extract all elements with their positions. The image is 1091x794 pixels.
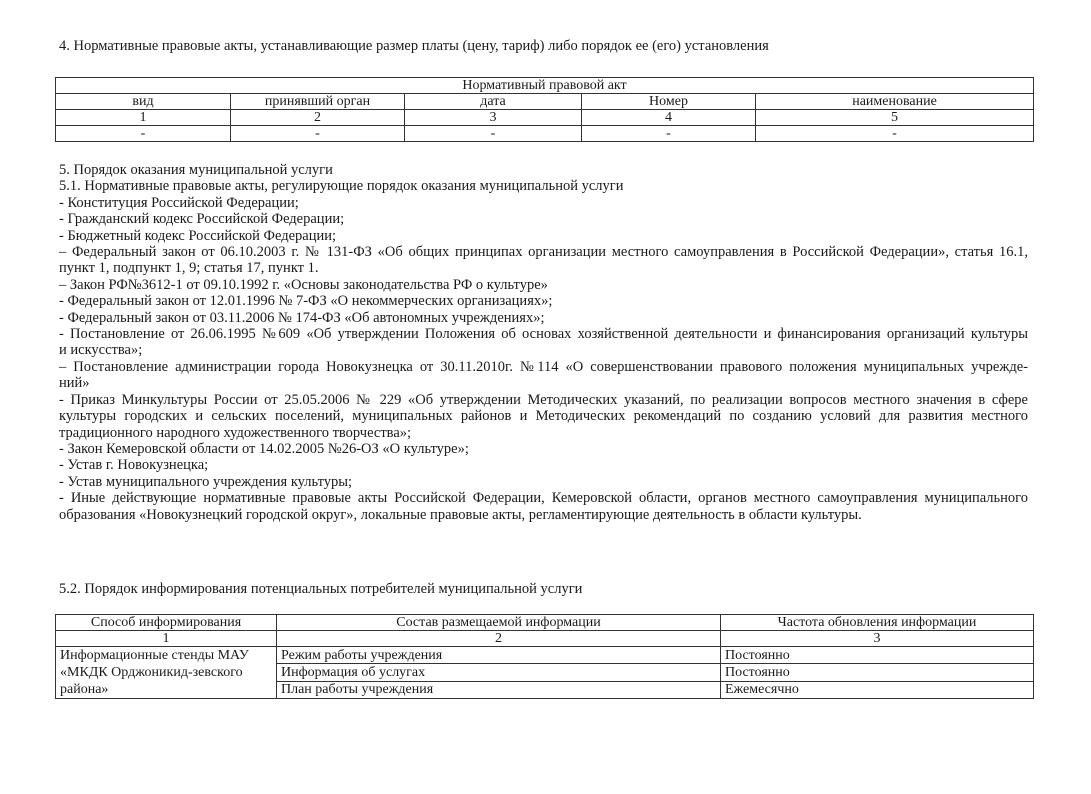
list-item: - Приказ Минкультуры России от 25.05.2006 № 229 «Об утверждении Методических указаний, по реализации вопросов местного значения в сфере (59, 391, 1028, 408)
group-header: Нормативный правовой акт (56, 78, 1034, 94)
column-header: Состав размещаемой информации (277, 615, 721, 631)
column-number: 1 (56, 631, 277, 647)
list-item: – Постановление администрации города Новокузнецка от 30.11.2010г. №114 «О совершенствовании правового положения муниципальных учрежде- (59, 358, 1028, 375)
info-content-cell: Режим работы учреждения (277, 647, 721, 664)
list-item: - Устав муниципального учреждения культуры; (59, 473, 352, 490)
info-content-cell: Информация об услугах (277, 664, 721, 681)
column-header: наименование (756, 94, 1034, 110)
list-item: ний» (59, 375, 90, 392)
section-4-title: 4. Нормативные правовые акты, устанавливающие размер платы (цену, тариф) либо порядок ее (его) установления (59, 38, 769, 54)
list-item: - Постановление от 26.06.1995 №609 «Об утверждении Положения об основах хозяйственной деятельности и финансирования организаций культуры (59, 326, 1028, 343)
list-item: пункт 1, подпункт 1, 9; статья 17, пункт 1. (59, 260, 319, 277)
column-number: 1 (56, 110, 231, 126)
fee-acts-table (55, 77, 1034, 142)
column-number: 2 (277, 631, 721, 647)
info-frequency-cell: Постоянно (721, 664, 1034, 681)
list-item: - Федеральный закон от 12.01.1996 № 7-ФЗ «О некоммерческих организациях»; (59, 293, 553, 310)
column-number: 4 (582, 110, 756, 126)
list-item: культуры городских и сельских поселений, муниципальных районов и Методических рекомендаций по созданию условий для развития местного (59, 408, 1028, 425)
section-5-2-title: 5.2. Порядок информирования потенциальных потребителей муниципальной услуги (59, 581, 583, 597)
column-number: 5 (756, 110, 1034, 126)
table-cell: - (582, 126, 756, 142)
list-item: образования «Новокузнецкий городской округ», локальные правовые акты, регламентирующие деятельность в области культуры. (59, 506, 862, 523)
column-header: Частота обновления информации (721, 615, 1034, 631)
table-cell: - (231, 126, 405, 142)
info-frequency-cell: Ежемесячно (721, 681, 1034, 698)
column-header: Номер (582, 94, 756, 110)
column-header: дата (405, 94, 582, 110)
table-cell: - (56, 126, 231, 142)
column-header: принявший орган (231, 94, 405, 110)
list-item: - Иные действующие нормативные правовые акты Российской Федерации, Кемеровской области, органов местного самоуправления муниципального (59, 490, 1028, 507)
info-content-cell: План работы учреждения (277, 681, 721, 698)
information-table (55, 614, 1034, 699)
column-header: вид (56, 94, 231, 110)
list-item: - Конституция Российской Федерации; (59, 194, 299, 211)
column-number: 3 (405, 110, 582, 126)
column-number: 2 (231, 110, 405, 126)
column-number: 3 (721, 631, 1034, 647)
list-item: - Закон Кемеровской области от 14.02.2005 №26-ОЗ «О культуре»; (59, 440, 469, 457)
list-item: – Закон РФ№3612-1 от 09.10.1992 г. «Основы законодательства РФ о культуре» (59, 276, 548, 293)
list-item: – Федеральный закон от 06.10.2003 г. № 131-ФЗ «Об общих принципах организации местного самоуправления в Российской Федерации», статья 16.1, (59, 244, 1028, 261)
section-5-body (59, 162, 1028, 523)
column-header: Способ информирования (56, 615, 277, 631)
list-item: - Федеральный закон от 03.11.2006 № 174-ФЗ «Об автономных учреждениях»; (59, 309, 545, 326)
info-method-cell: Информационные стенды МАУ «МКДК Орджоникид-зевского района» (56, 647, 277, 699)
info-frequency-cell: Постоянно (721, 647, 1034, 664)
list-item: - Бюджетный кодекс Российской Федерации; (59, 227, 337, 244)
section-5-title: 5. Порядок оказания муниципальной услуги (59, 162, 333, 178)
list-item: - Гражданский кодекс Российской Федерации; (59, 211, 345, 228)
section-5-1-title: 5.1. Нормативные правовые акты, регулирующие порядок оказания муниципальной услуги (59, 178, 624, 195)
list-item: традиционного народного художественного творчества»; (59, 424, 412, 441)
list-item: - Устав г. Новокузнецка; (59, 457, 209, 474)
table-cell: - (405, 126, 582, 142)
table-cell: - (756, 126, 1034, 142)
list-item: и искусства»; (59, 342, 143, 359)
